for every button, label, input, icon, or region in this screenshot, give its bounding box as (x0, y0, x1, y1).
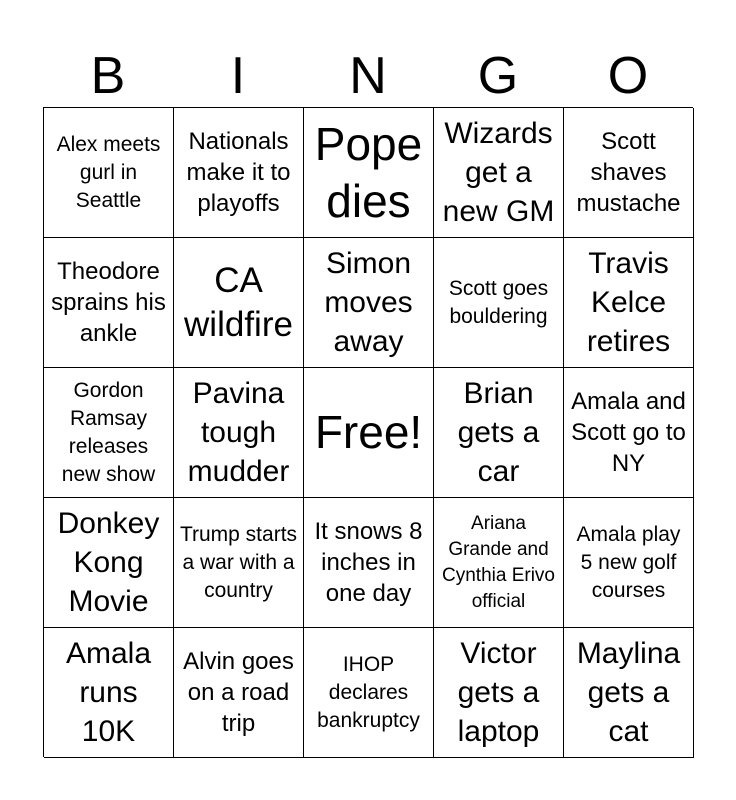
bingo-cell[interactable] (434, 368, 564, 498)
bingo-cell[interactable] (434, 628, 564, 758)
cell-text: Brian gets a car (457, 377, 540, 488)
cell-text: Theodore sprains his ankle (51, 258, 166, 347)
cell-text: Alvin goes on a road trip (183, 648, 294, 737)
cell-text: Wizards get a new GM (442, 117, 555, 228)
cell-text: Ariana Grande and Cynthia Erivo official (442, 512, 555, 612)
cell-text: Scott goes bouldering (448, 276, 549, 328)
bingo-cell[interactable] (44, 108, 174, 238)
bingo-cell[interactable] (304, 498, 434, 628)
cell-text: Victor gets a laptop (457, 637, 540, 748)
bingo-cell[interactable] (564, 368, 694, 498)
bingo-cell[interactable] (44, 628, 174, 758)
cell-text: Amala play 5 new golf courses (576, 522, 681, 602)
bingo-cell[interactable] (434, 238, 564, 368)
cell-text: Pope dies (314, 117, 423, 227)
bingo-cell[interactable] (434, 108, 564, 238)
bingo-cell[interactable] (174, 368, 304, 498)
bingo-cell[interactable] (434, 498, 564, 628)
cell-text: Nationals make it to playoffs (186, 128, 291, 217)
cell-text: Pavina tough mudder (187, 377, 290, 488)
cell-text: It snows 8 inches in one day (314, 518, 423, 607)
header-letter-g: G (477, 47, 519, 105)
cell-text: Gordon Ramsay releases new show (61, 378, 156, 486)
cell-text: Scott shaves mustache (576, 128, 681, 217)
bingo-cell[interactable] (304, 108, 434, 238)
bingo-cell[interactable] (174, 238, 304, 368)
cell-text: Amala and Scott go to NY (571, 388, 686, 477)
bingo-cell[interactable] (44, 498, 174, 628)
header-letter-n: N (349, 47, 387, 105)
cell-text: Amala runs 10K (65, 637, 152, 748)
bingo-cell-free[interactable] (304, 368, 434, 498)
cell-text: Simon moves away (324, 247, 413, 358)
bingo-cell[interactable] (174, 108, 304, 238)
cell-text: CA wildfire (184, 260, 293, 344)
header-letter-o: O (607, 47, 649, 105)
bingo-cell[interactable] (44, 238, 174, 368)
bingo-cell[interactable] (174, 628, 304, 758)
header-letter-i: I (230, 47, 246, 105)
cell-text: Alex meets gurl in Seattle (56, 132, 161, 212)
cell-text: Donkey Kong Movie (57, 507, 160, 618)
bingo-cell[interactable] (304, 628, 434, 758)
bingo-grid (43, 107, 693, 757)
bingo-cell[interactable] (564, 108, 694, 238)
bingo-cell[interactable] (44, 368, 174, 498)
header-letter-b: B (90, 47, 126, 105)
cell-text: Travis Kelce retires (586, 247, 671, 358)
cell-text: Trump starts a war with a country (179, 522, 298, 602)
cell-text: Free! (314, 406, 423, 458)
bingo-header (43, 44, 693, 108)
bingo-cell[interactable] (564, 498, 694, 628)
bingo-cell[interactable] (564, 628, 694, 758)
bingo-cell[interactable] (304, 238, 434, 368)
cell-text: IHOP declares bankruptcy (317, 652, 420, 732)
cell-text: Maylina gets a cat (576, 637, 681, 748)
bingo-cell[interactable] (564, 238, 694, 368)
bingo-cell[interactable] (174, 498, 304, 628)
